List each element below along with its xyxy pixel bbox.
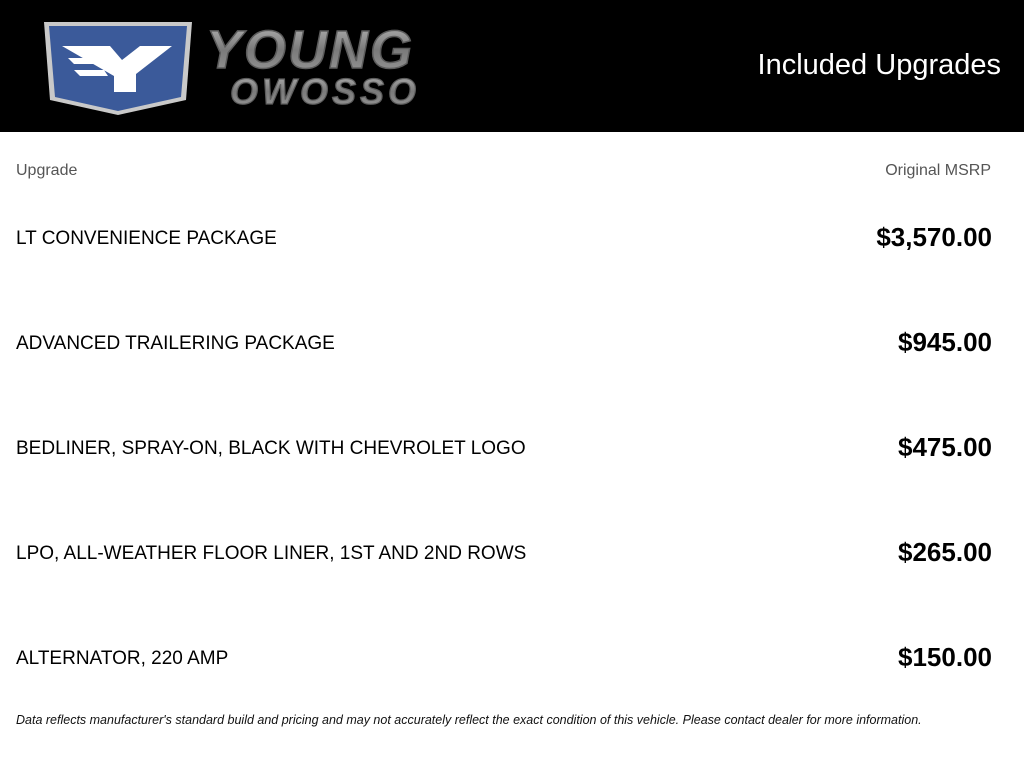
upgrade-price: $265.00: [898, 537, 992, 567]
upgrade-price: $150.00: [898, 642, 992, 672]
upgrade-name: ADVANCED TRAILERING PACKAGE: [16, 333, 335, 354]
upgrade-name: BEDLINER, SPRAY-ON, BLACK WITH CHEVROLET LOGO: [16, 438, 526, 459]
list-item: [0, 185, 1024, 290]
upgrade-name: LT CONVENIENCE PACKAGE: [16, 228, 277, 249]
list-item: [0, 605, 1024, 710]
column-header-msrp: Original MSRP: [885, 162, 991, 179]
upgrade-price: $3,570.00: [876, 222, 992, 252]
upgrade-name: LPO, ALL-WEATHER FLOOR LINER, 1ST AND 2ND ROWS: [16, 543, 527, 564]
upgrade-price: $945.00: [898, 327, 992, 357]
upgrade-price: $475.00: [898, 432, 992, 462]
upgrade-name: ALTERNATOR, 220 AMP: [16, 648, 229, 669]
header-bar: [0, 0, 1024, 132]
list-item: [0, 500, 1024, 605]
page-title: Included Upgrades: [757, 49, 1001, 81]
logo-wordmark-bottom: OWOSSO: [230, 71, 421, 112]
upgrades-list: [0, 185, 1024, 710]
column-header-upgrade: Upgrade: [16, 162, 78, 179]
list-item: [0, 290, 1024, 395]
logo-wordmark-top: YOUNG: [206, 20, 415, 80]
dealer-logo: [40, 16, 510, 118]
disclaimer-text: Data reflects manufacturer's standard build and pricing and may not accurately reflect the exact condition of this vehicle. Please contact dealer for more information.: [16, 713, 922, 727]
list-item: [0, 395, 1024, 500]
